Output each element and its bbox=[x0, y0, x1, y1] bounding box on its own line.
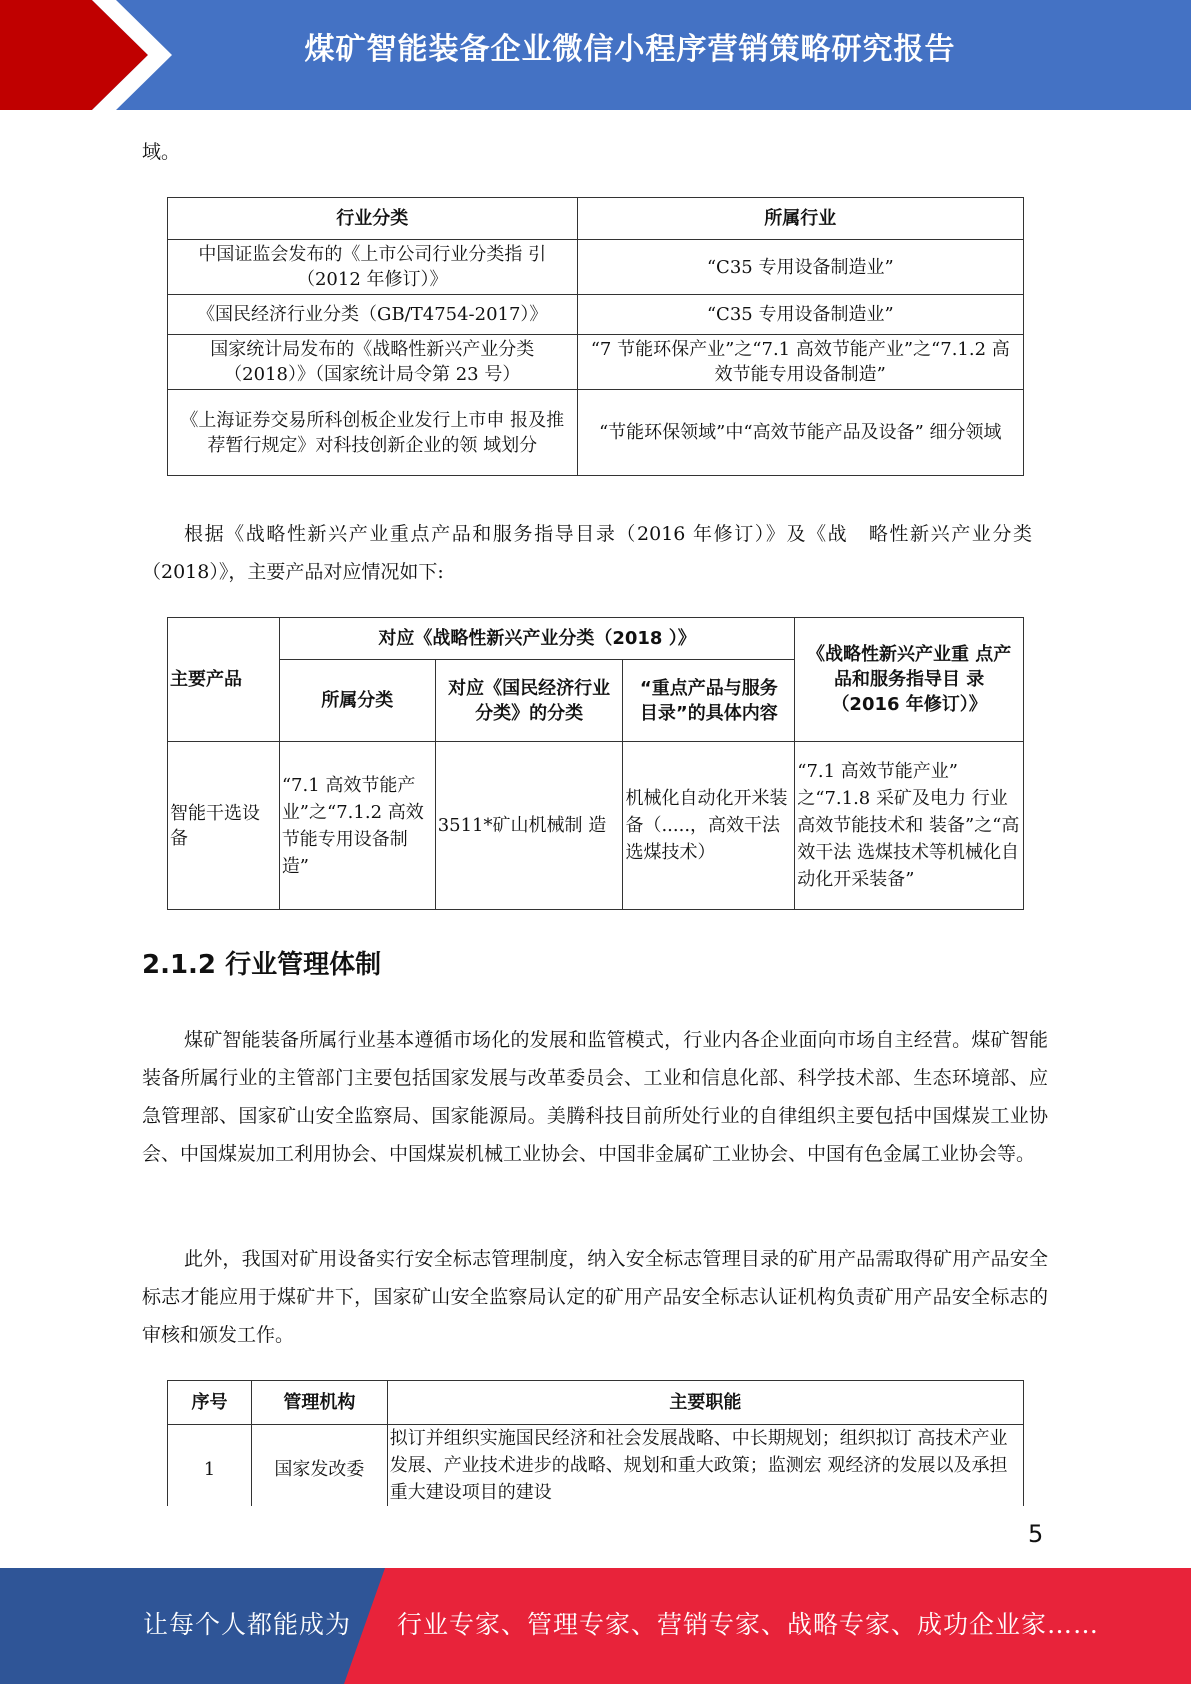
page-header bbox=[0, 0, 1191, 110]
table2-header-product: 主要产品 bbox=[168, 618, 280, 742]
table2-header-group: 对应《战略性新兴产业分类（2018 ）》 bbox=[279, 618, 794, 660]
report-title: 煤矿智能装备企业微信小程序营销策略研究报告 bbox=[304, 32, 956, 67]
table-row bbox=[168, 1425, 1024, 1507]
intro-fragment: 域。 bbox=[142, 141, 181, 163]
footer-slogan-right: 行业专家、管理专家、营销专家、战略专家、成功企业家…… bbox=[397, 1610, 1100, 1639]
table1-cell: “C35 专用设备制造业” bbox=[577, 295, 1023, 335]
authority-table bbox=[167, 1380, 1024, 1506]
table2-header-content: “重点产品与服务目录”的具体内容 bbox=[623, 660, 795, 742]
table-row bbox=[168, 742, 1024, 910]
paragraph-safety-mark: 此外，我国对矿用设备实行安全标志管理制度，纳入安全标志管理目录的矿用产品需取得矿用产品安全标志才能应用于煤矿井下，国家矿山安全监察局认定的矿用产品安全标志认证机构负责矿用产品安全标志的审核和颁发工作。 bbox=[142, 1248, 1048, 1346]
table1-cell: 《国民经济行业分类（GB/T4754-2017）》 bbox=[168, 295, 578, 335]
table3-cell: 1 bbox=[168, 1425, 252, 1507]
table-row bbox=[168, 335, 1024, 390]
footer-slogan-left: 让每个人都能成为 bbox=[143, 1610, 352, 1639]
table2-header-category: 所属分类 bbox=[279, 660, 435, 742]
table1-cell: 国家统计局发布的《战略性新兴产业分类（2018）》（国家统计局令第 23 号） bbox=[168, 335, 578, 390]
table3-cell: 国家发改委 bbox=[251, 1425, 387, 1507]
section-title: 2.1.2 行业管理体制 bbox=[142, 950, 382, 980]
table2-header-national: 对应《国民经济行业分类》的分类 bbox=[435, 660, 623, 742]
table1-cell: “节能环保领域”中“高效节能产品及设备” 细分领域 bbox=[577, 390, 1023, 476]
table1-cell: “7 节能环保产业”之“7.1 高效节能产业”之“7.1.2 高效节能专用设备制造” bbox=[577, 335, 1023, 390]
page-footer bbox=[0, 1568, 1191, 1684]
page-number: 5 bbox=[1028, 1520, 1044, 1548]
table2-cell-product: 智能干选设备 bbox=[168, 742, 280, 910]
table-row bbox=[168, 295, 1024, 335]
table-row bbox=[168, 390, 1024, 476]
table2-cell-content: 机械化自动化开米装备（.....，高效干法选煤技术） bbox=[623, 742, 795, 910]
table2-cell-national: 3511*矿山机械制 造 bbox=[435, 742, 623, 910]
table3-header-index: 序号 bbox=[168, 1381, 252, 1425]
industry-classification-table bbox=[167, 197, 1024, 476]
table-row bbox=[168, 240, 1024, 295]
authority-table-clip bbox=[167, 1380, 1027, 1506]
table1-cell: “C35 专用设备制造业” bbox=[577, 240, 1023, 295]
table3-header-authority: 管理机构 bbox=[251, 1381, 387, 1425]
paragraph-product-mapping: 根据《战略性新兴产业重点产品和服务指导目录（2016 年修订）》及《战 略性新兴产业分类（2018）》，主要产品对应情况如下: bbox=[142, 523, 1032, 583]
table1-cell: 中国证监会发布的《上市公司行业分类指 引（2012 年修订）》 bbox=[168, 240, 578, 295]
table1-cell: 《上海证券交易所科创板企业发行上市申 报及推荐暂行规定》对科技创新企业的领 域划分 bbox=[168, 390, 578, 476]
table3-header-duty: 主要职能 bbox=[387, 1381, 1023, 1425]
table2-header-catalog: 《战略性新兴产业重 点产品和服务指导目 录（2016 年修订）》 bbox=[795, 618, 1024, 742]
table3-cell: 拟订并组织实施国民经济和社会发展战略、中长期规划；组织拟订 高技术产业发展、产业技术进步的战略、规划和重大政策；监测宏 观经济的发展以及承担重大建设项目的建设 bbox=[387, 1425, 1023, 1507]
table2-cell-category: “7.1 高效节能产业”之“7.1.2 高效节能专用设备制造” bbox=[279, 742, 435, 910]
table1-header-category: 行业分类 bbox=[168, 198, 578, 240]
product-mapping-table bbox=[167, 617, 1024, 910]
table2-cell-catalog: “7.1 高效节能产业” 之“7.1.8 采矿及电力 行业高效节能技术和 装备”之“高效干法 选煤技术等机械化自 动化开采装备” bbox=[795, 742, 1024, 910]
table1-header-industry: 所属行业 bbox=[577, 198, 1023, 240]
paragraph-management-system: 煤矿智能装备所属行业基本遵循市场化的发展和监管模式，行业内各企业面向市场自主经营。煤矿智能装备所属行业的主管部门主要包括国家发展与改革委员会、工业和信息化部、科学技术部、生态环境部、应急管理部、国家矿山安全监察局、国家能源局。美腾科技目前所处行业的自律组织主要包括中国煤炭工业协会、中国煤炭加工利用协会、中国煤炭机械工业协会、中国非金属矿工业协会、中国有色金属工业协会等。 bbox=[142, 1029, 1048, 1165]
